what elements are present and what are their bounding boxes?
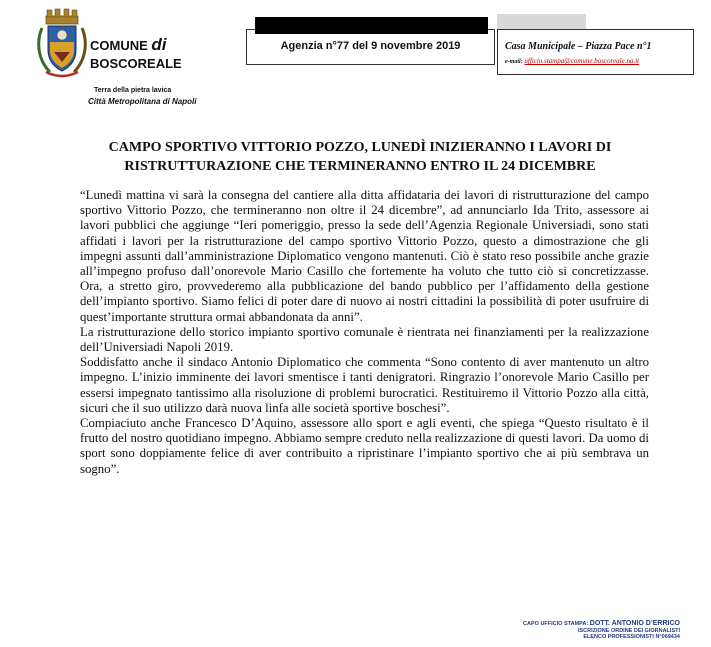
email-link[interactable]: ufficio.stampa@comune.boscoreale.na.it	[524, 57, 640, 65]
email-label: e-mail:	[505, 59, 523, 65]
headline-line-1: CAMPO SPORTIVO VITTORIO POZZO, LUNEDÌ INIZIERANNO I LAVORI DI	[108, 140, 612, 155]
signature-line-3: ELENCO PROFESSIONISTI N°069434	[583, 634, 680, 640]
body-paragraph-2: La ristrutturazione dello storico impianto sportivo comunale è rientrata nei finanziamenti per la realizzazione dell’Universiadi Napoli 2019.	[80, 324, 649, 355]
body-paragraph-1: “Lunedì mattina vi sarà la consegna del cantiere alla ditta affidataria dei lavori di ristrutturazione del campo sportivo Vittorio Pozzo, che termineranno non oltre il 24 dicembre”, ad annunciarlo Ida Trito, assessore ai lavori pubblici che aggiunge “Ieri pomeriggio, presso la sede dell’Agenzia Regionale Universiadi, sono stati affidati i lavori per la ristrutturazione del campo sportivo Vittorio Pozzo, questo a dimostrazione che gli impegni assunti dall’amministrazione Diplomatico vengono mantenuti. Ciò è stato reso possibile anche grazie all’impegno profuso dall’onorevole Mario Casillo che fortemente ha voluto che tutto ciò si concretizzasse. Ora, a stretto giro, provvederemo alla pubblicazione del bando pubblico per l’affidamento della gestione dell’impianto sportivo. Siamo felici di poter dare di nuovo ai nostri cittadini la possibilità di poter usufruire di quest’importante struttura ormai abbandonata da anni”.	[80, 188, 649, 324]
municipality-motto: Terra della pietra lavica	[94, 87, 172, 94]
signature-name: DOTT. ANTONIO D’ERRICO	[589, 620, 680, 627]
di-word: di	[151, 35, 167, 54]
press-office-signature	[470, 621, 680, 641]
city-name: BOSCOREALE	[90, 56, 182, 71]
municipal-crest-icon	[36, 8, 88, 80]
signature-role: CAPO UFFICIO STAMPA:	[523, 621, 589, 627]
signature-line-2: ISCRIZIONE ORDINE DEI GIORNALISTI	[577, 627, 680, 634]
agency-number: Agenzia n°77 del 9 novembre 2019	[280, 40, 461, 52]
header-gray-tab	[497, 14, 586, 30]
address-line: Casa Municipale – Piazza Pace n°1	[505, 41, 652, 52]
press-release-body	[80, 188, 649, 477]
body-paragraph-3: Soddisfatto anche il sindaco Antonio Diplomatico che commenta “Sono contento di aver mantenuto un altro impegno. L’inizio imminente dei lavori smentisce i tanti denigratori. Ringrazio l’onorevole Mario Casillo per essersi impegnato tantissimo alla risoluzione di problemi burocratici. Restituiremo il Vittorio Pozzo alla città, sicuri che il suo utilizzo darà nuova linfa alle società sportive boschesi”.	[80, 355, 649, 415]
press-release-headline	[70, 138, 650, 176]
redaction-bar	[255, 17, 488, 34]
contact-box	[497, 29, 694, 75]
comune-word: COMUNE	[90, 38, 148, 53]
metropolitan-city: Città Metropolitana di Napoli	[88, 97, 197, 106]
body-paragraph-4: Compiaciuto anche Francesco D’Aquino, assessore allo sport e agli eventi, che spiega “Questo risultato è il frutto del nostro quotidiano impegno. Abbiamo sempre creduto nella realizzazione di questi lavori. Da uomo di sport sono doppiamente felice di aver contribuito a ripristinare l’impianto sportivo che ai più sembrava un sogno”.	[80, 416, 649, 476]
email-line	[505, 57, 639, 65]
municipality-name	[90, 36, 230, 73]
headline-line-2: RISTRUTTURAZIONE CHE TERMINERANNO ENTRO IL 24 DICEMBRE	[124, 159, 596, 174]
